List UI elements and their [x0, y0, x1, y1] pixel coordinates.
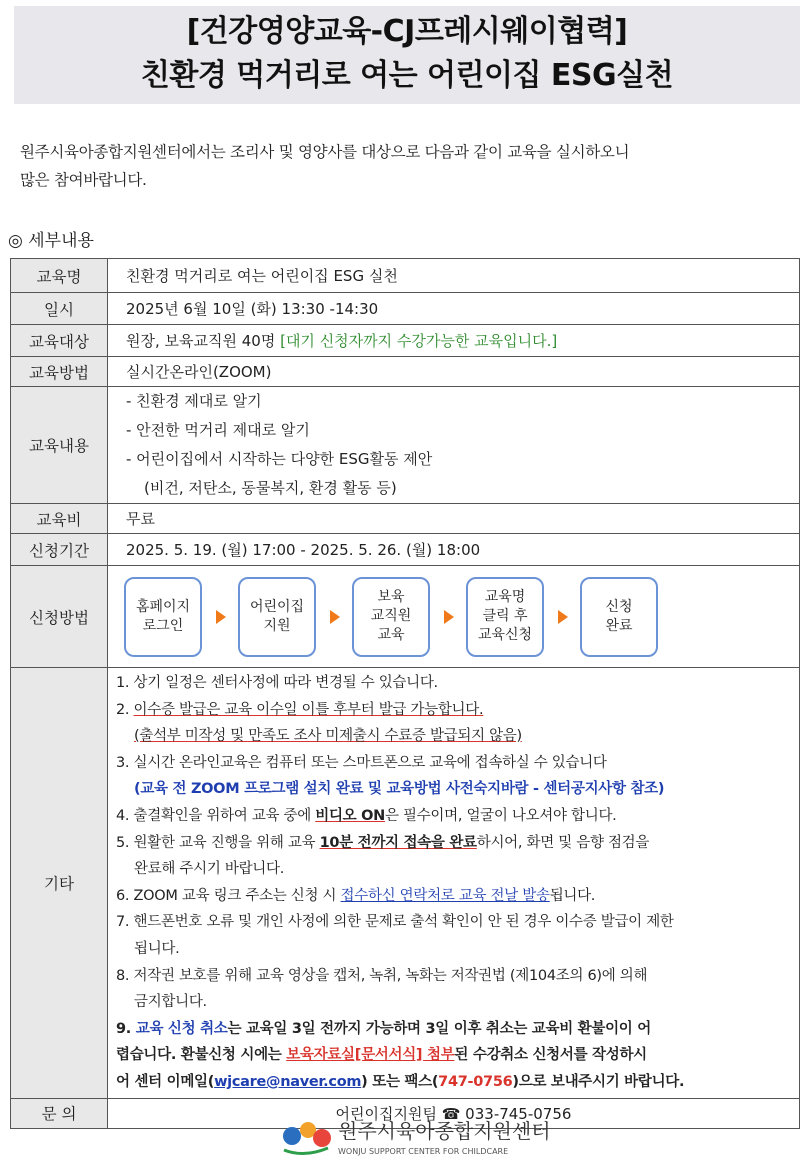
note-1: 1. 상기 일정은 센터사정에 따라 변경될 수 있습니다. — [116, 675, 438, 691]
note-6: 6. ZOOM 교육 링크 주소는 신청 시 접수하신 연락처로 교육 전날 발송됩니다. — [116, 887, 596, 904]
target-value: 원장, 보육교직원 40명 — [126, 332, 281, 350]
row-value — [108, 325, 800, 357]
note-7: 7. 핸드폰번호 오류 및 개인 사정에 의한 문제로 출석 확인이 안 된 경우 이수증 발급이 제한 — [116, 914, 674, 931]
row-label: 신청기간 — [11, 534, 108, 566]
org-name: 원주시육아종합지원센터 — [338, 1119, 548, 1143]
note-9-line-3: 어 센터 이메일(wjcare@naver.com) 또는 팩스(747-0756)으로 보내주시기 바랍니다. — [116, 1073, 685, 1090]
row-value: 2025년 6월 10일 (화) 13:30 -14:30 — [108, 293, 800, 325]
note-5: 5. 원활한 교육 진행을 위해 교육 10분 전까지 접속을 완료하시어, 화면 및 음향 점검을 — [116, 834, 650, 851]
note-9: 9. 교육 신청 취소는 교육일 3일 전까지 가능하며 3일 이후 취소는 교육비 환불이이 어 — [116, 1020, 651, 1037]
target-note: [대기 신청자까지 수강가능한 교육입니다.] — [280, 332, 558, 350]
arrow-right-icon — [330, 610, 340, 624]
row-label: 교육내용 — [11, 387, 108, 504]
row-name — [11, 259, 800, 293]
row-label: 교육대상 — [11, 325, 108, 357]
note-7-cont: 됩니다. — [134, 940, 180, 957]
title-banner — [14, 6, 800, 104]
note-8: 8. 저작권 보호를 위해 교육 영상을 캡처, 녹취, 녹화는 저작권법 (제104조의 6)에 의해 — [116, 967, 648, 984]
row-value — [108, 566, 800, 668]
step-box: 어린이집 지원 — [238, 577, 316, 657]
row-apply — [11, 566, 800, 668]
note-9-line-2: 렵습니다. 환불신청 시에는 보육자료실[문서서식] 첨부된 수강취소 신청서를 작성하시 — [116, 1047, 647, 1064]
row-value: 무료 — [108, 504, 800, 534]
step-box: 교육명 클릭 후 교육신청 — [466, 577, 544, 657]
row-label: 교육비 — [11, 504, 108, 534]
apply-steps — [108, 567, 799, 667]
footer-logo — [278, 1110, 548, 1160]
arrow-right-icon — [216, 610, 226, 624]
logo-icon — [278, 1110, 548, 1160]
title-line-2: 친환경 먹거리로 여는 어린이집 ESG실천 — [140, 58, 674, 93]
note-2: 2. 이수증 발급은 교육 이수일 이틀 후부터 발급 가능합니다. — [116, 701, 484, 718]
row-value: 친환경 먹거리로 여는 어린이집 ESG 실천 — [108, 259, 800, 293]
note-3: 3. 실시간 온라인교육은 컴퓨터 또는 스마트폰으로 교육에 접속하실 수 있습니다 — [116, 754, 607, 771]
note-3-sub: (교육 전 ZOOM 프로그램 설치 완료 및 교육방법 사전숙지바람 - 센터공지사항 참조) — [134, 781, 665, 798]
row-target — [11, 325, 800, 357]
arrow-right-icon — [444, 610, 454, 624]
org-name-en: WONJU SUPPORT CENTER FOR CHILDCARE — [338, 1147, 509, 1156]
step-box: 신청 완료 — [580, 577, 658, 657]
note-2-sub: (출석부 미작성 및 만족도 조사 미제출시 수료증 발급되지 않음) — [134, 728, 522, 745]
intro-line-1: 원주시육아종합지원센터에서는 조리사 및 영양사를 대상으로 다음과 같이 교육을 실시하오니 — [20, 143, 630, 161]
email-link[interactable]: wjcare@naver.com — [214, 1073, 362, 1090]
row-value: 실시간온라인(ZOOM) — [108, 357, 800, 387]
row-label: 교육방법 — [11, 357, 108, 387]
row-label: 기타 — [11, 668, 108, 1099]
row-label: 문 의 — [11, 1098, 108, 1128]
info-table — [10, 258, 800, 1129]
row-value — [108, 668, 800, 1099]
row-label: 신청방법 — [11, 566, 108, 668]
step-box: 홈페이지 로그인 — [124, 577, 202, 657]
arrow-right-icon — [558, 610, 568, 624]
section-title: ◎ 세부내용 — [8, 231, 94, 251]
row-fee — [11, 504, 800, 534]
content-item: (비건, 저탄소, 동물복지, 환경 활동 등) — [144, 479, 397, 497]
title-line-1: [건강영양교육-CJ프레시웨이협력] — [186, 14, 628, 49]
intro-text — [20, 138, 800, 194]
notes-list — [108, 668, 799, 1098]
note-4: 4. 출결확인을 위하여 교육 중에 비디오 ON은 필수이며, 얼굴이 나오셔야 합니다. — [116, 807, 617, 824]
row-content — [11, 387, 800, 504]
row-label: 일시 — [11, 293, 108, 325]
note-8-cont: 금지합니다. — [134, 994, 207, 1011]
row-period — [11, 534, 800, 566]
content-item: - 안전한 먹거리 제대로 알기 — [126, 421, 310, 439]
content-item: - 친환경 제대로 알기 — [126, 392, 262, 410]
note-5-cont: 완료해 주시기 바랍니다. — [134, 861, 284, 878]
content-item: - 어린이집에서 시작하는 다양한 ESG활동 제안 — [126, 450, 433, 468]
row-etc — [11, 668, 800, 1099]
row-value — [108, 387, 800, 504]
row-method — [11, 357, 800, 387]
row-label: 교육명 — [11, 259, 108, 293]
step-box: 보육 교직원 교육 — [352, 577, 430, 657]
row-value: 2025. 5. 19. (월) 17:00 - 2025. 5. 26. (월) 18:00 — [108, 534, 800, 566]
row-value: 어린이집지원팀 ☎ 033-745-0756 — [108, 1098, 800, 1128]
row-date — [11, 293, 800, 325]
intro-line-2: 많은 참여바랍니다. — [20, 171, 147, 189]
